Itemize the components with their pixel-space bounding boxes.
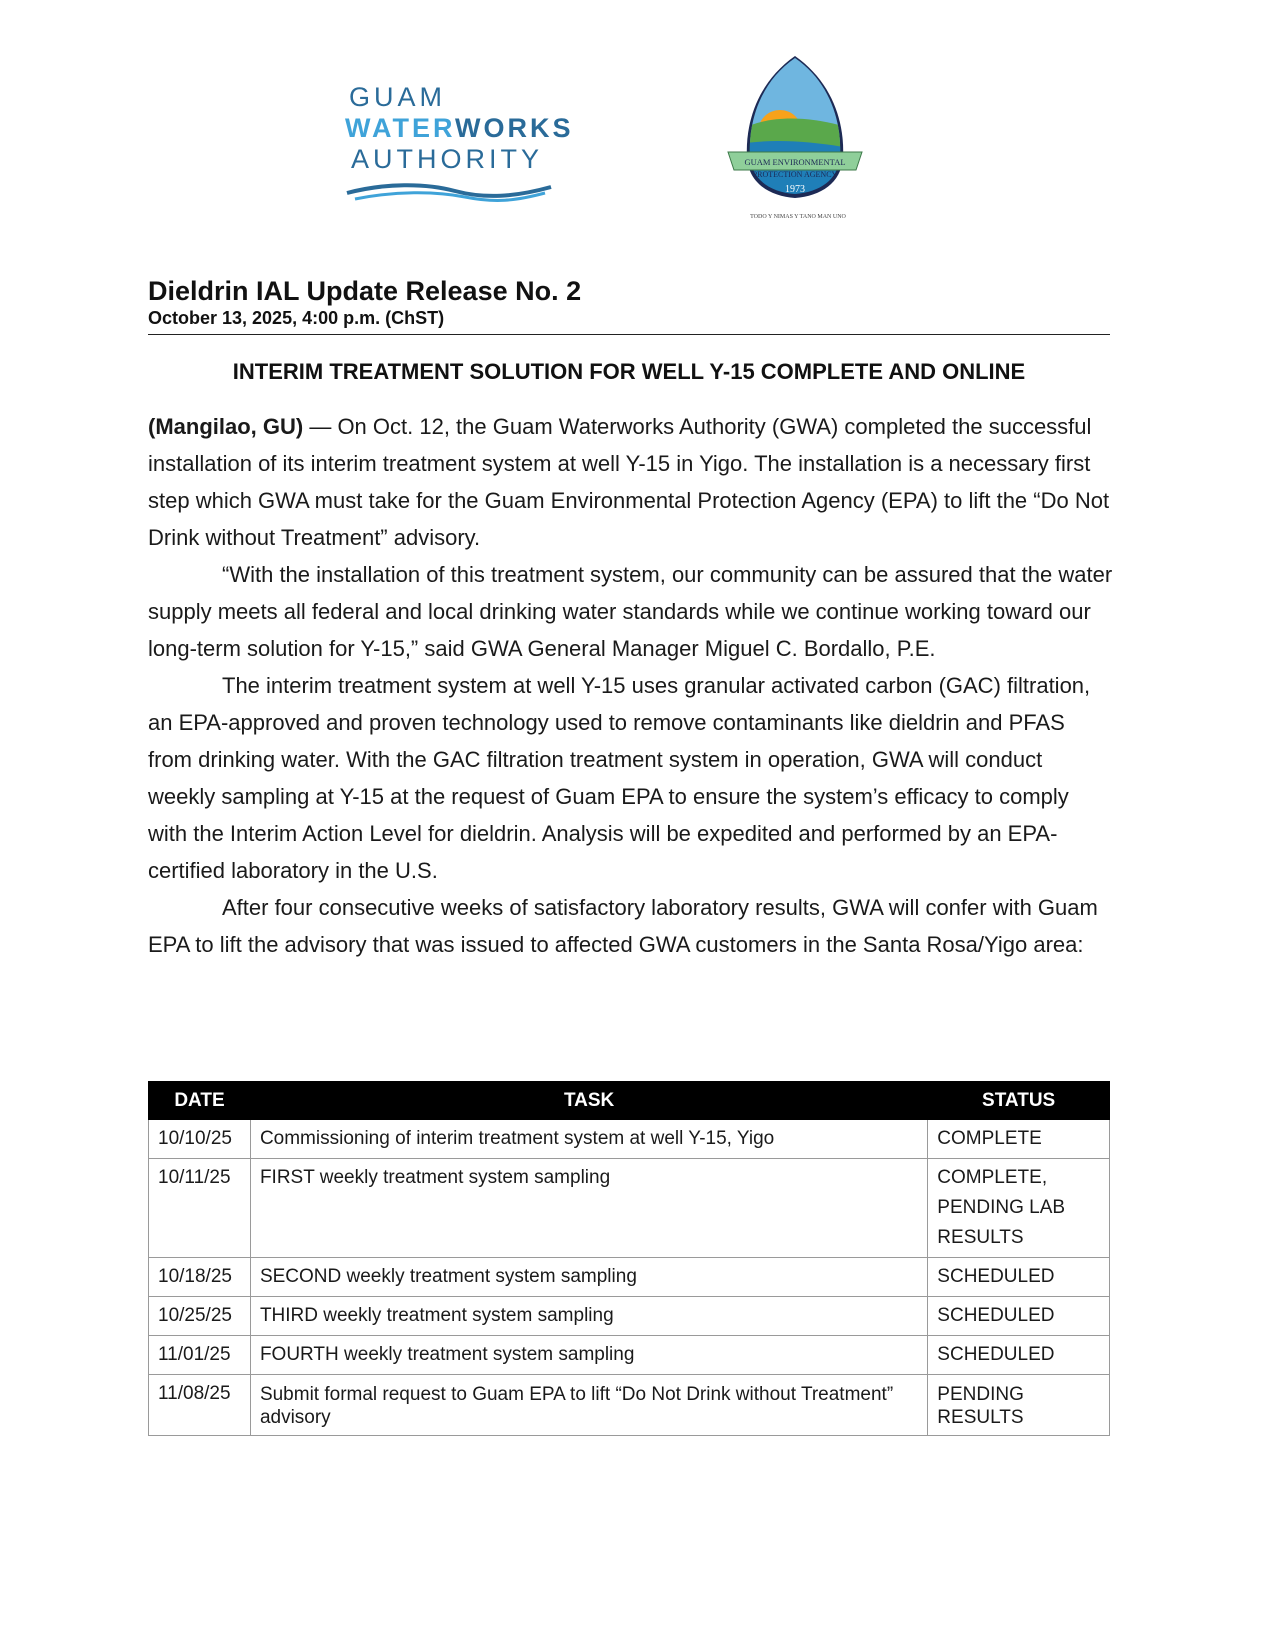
table-header-row	[149, 1082, 1110, 1120]
gwa-logo-water: WATER	[345, 113, 456, 143]
row-task: THIRD weekly treatment system sampling	[250, 1297, 927, 1336]
row-status: COMPLETE, PENDING LAB RESULTS	[928, 1159, 1110, 1258]
row-status: COMPLETE	[928, 1120, 1110, 1159]
table-row	[149, 1159, 1110, 1258]
release-date: October 13, 2025, 4:00 p.m. (ChST)	[148, 308, 445, 328]
article-body	[148, 408, 1113, 963]
gwa-logo-line3: AUTHORITY	[351, 144, 544, 174]
row-task: FIRST weekly treatment system sampling	[250, 1159, 927, 1258]
epa-motto: TODO Y NIMAS Y TANO MAN UNO	[750, 214, 846, 220]
logo-bar	[0, 52, 1265, 232]
svg-text:GUAM ENVIRONMENTAL: GUAM ENVIRONMENTAL	[744, 157, 846, 167]
paragraph-1	[148, 408, 1113, 556]
release-title: Dieldrin IAL Update Release No. 2	[148, 276, 582, 306]
row-status: SCHEDULED	[928, 1297, 1110, 1336]
dateline: (Mangilao, GU)	[148, 414, 304, 439]
paragraph-4: After four consecutive weeks of satisfactory laboratory results, GWA will confer with Guam EPA to lift the advisory that was issued to affected GWA customers in the Santa Rosa/Yigo area:	[148, 895, 1098, 957]
wave-icon	[345, 179, 555, 203]
header-divider	[148, 334, 1110, 335]
row-status: SCHEDULED	[928, 1336, 1110, 1375]
gwa-logo-line1: GUAM	[349, 82, 446, 112]
row-task: Commissioning of interim treatment system at well Y-15, Yigo	[250, 1120, 927, 1159]
gwa-logo	[345, 82, 615, 203]
paragraph-2: “With the installation of this treatment system, our community can be assured that the water supply meets all federal and local drinking water standards while we continue working toward our long-term solution for Y-15,” said GWA General Manager Miguel C. Bordallo, P.E.	[148, 562, 1113, 661]
paragraph-3: The interim treatment system at well Y-15 uses granular activated carbon (GAC) filtration, an EPA-approved and proven technology used to remove contaminants like dieldrin and PFAS from drinking water. With the GAC filtration treatment system in operation, GWA will conduct weekly sampling at Y-15 at the request of Guam EPA to ensure the system’s efficacy to comply with the Interim Action Level for dieldrin. Analysis will be expedited and performed by an EPA-certified laboratory in the U.S.	[148, 673, 1091, 883]
gwa-logo-line2	[345, 113, 615, 144]
release-header	[148, 275, 1110, 329]
row-task: FOURTH weekly treatment system sampling	[250, 1336, 927, 1375]
row-status: SCHEDULED	[928, 1258, 1110, 1297]
row-date: 10/11/25	[149, 1159, 251, 1258]
gwa-logo-works: WORKS	[455, 113, 574, 143]
svg-text:PROTECTION AGENCY: PROTECTION AGENCY	[752, 170, 838, 179]
row-date: 11/01/25	[149, 1336, 251, 1375]
row-status: PENDING RESULTS	[928, 1375, 1110, 1436]
header-task: TASK	[250, 1082, 927, 1120]
table-row	[149, 1336, 1110, 1375]
table-row	[149, 1375, 1110, 1436]
svg-text:1973: 1973	[785, 184, 805, 195]
schedule-table	[148, 1081, 1110, 1436]
table-row	[149, 1120, 1110, 1159]
row-task: SECOND weekly treatment system sampling	[250, 1258, 927, 1297]
row-date: 11/08/25	[149, 1375, 251, 1436]
row-task: Submit formal request to Guam EPA to lift “Do Not Drink without Treatment” advisory	[250, 1375, 927, 1436]
table-row	[149, 1258, 1110, 1297]
header-status: STATUS	[928, 1082, 1110, 1120]
header-date: DATE	[149, 1082, 251, 1120]
row-date: 10/10/25	[149, 1120, 251, 1159]
row-date: 10/18/25	[149, 1258, 251, 1297]
headline: INTERIM TREATMENT SOLUTION FOR WELL Y-15 COMPLETE AND ONLINE	[232, 359, 1026, 384]
paragraph-1-text: — On Oct. 12, the Guam Waterworks Authority (GWA) completed the successful installation of its interim treatment system at well Y-15 in Yigo. The installation is a necessary first step which GWA must take for the Guam Environmental Protection Agency (EPA) to lift the “Do Not Drink without Treatment” advisory.	[148, 414, 1110, 550]
epa-seal-icon	[720, 52, 870, 232]
table-row	[149, 1297, 1110, 1336]
row-date: 10/25/25	[149, 1297, 251, 1336]
